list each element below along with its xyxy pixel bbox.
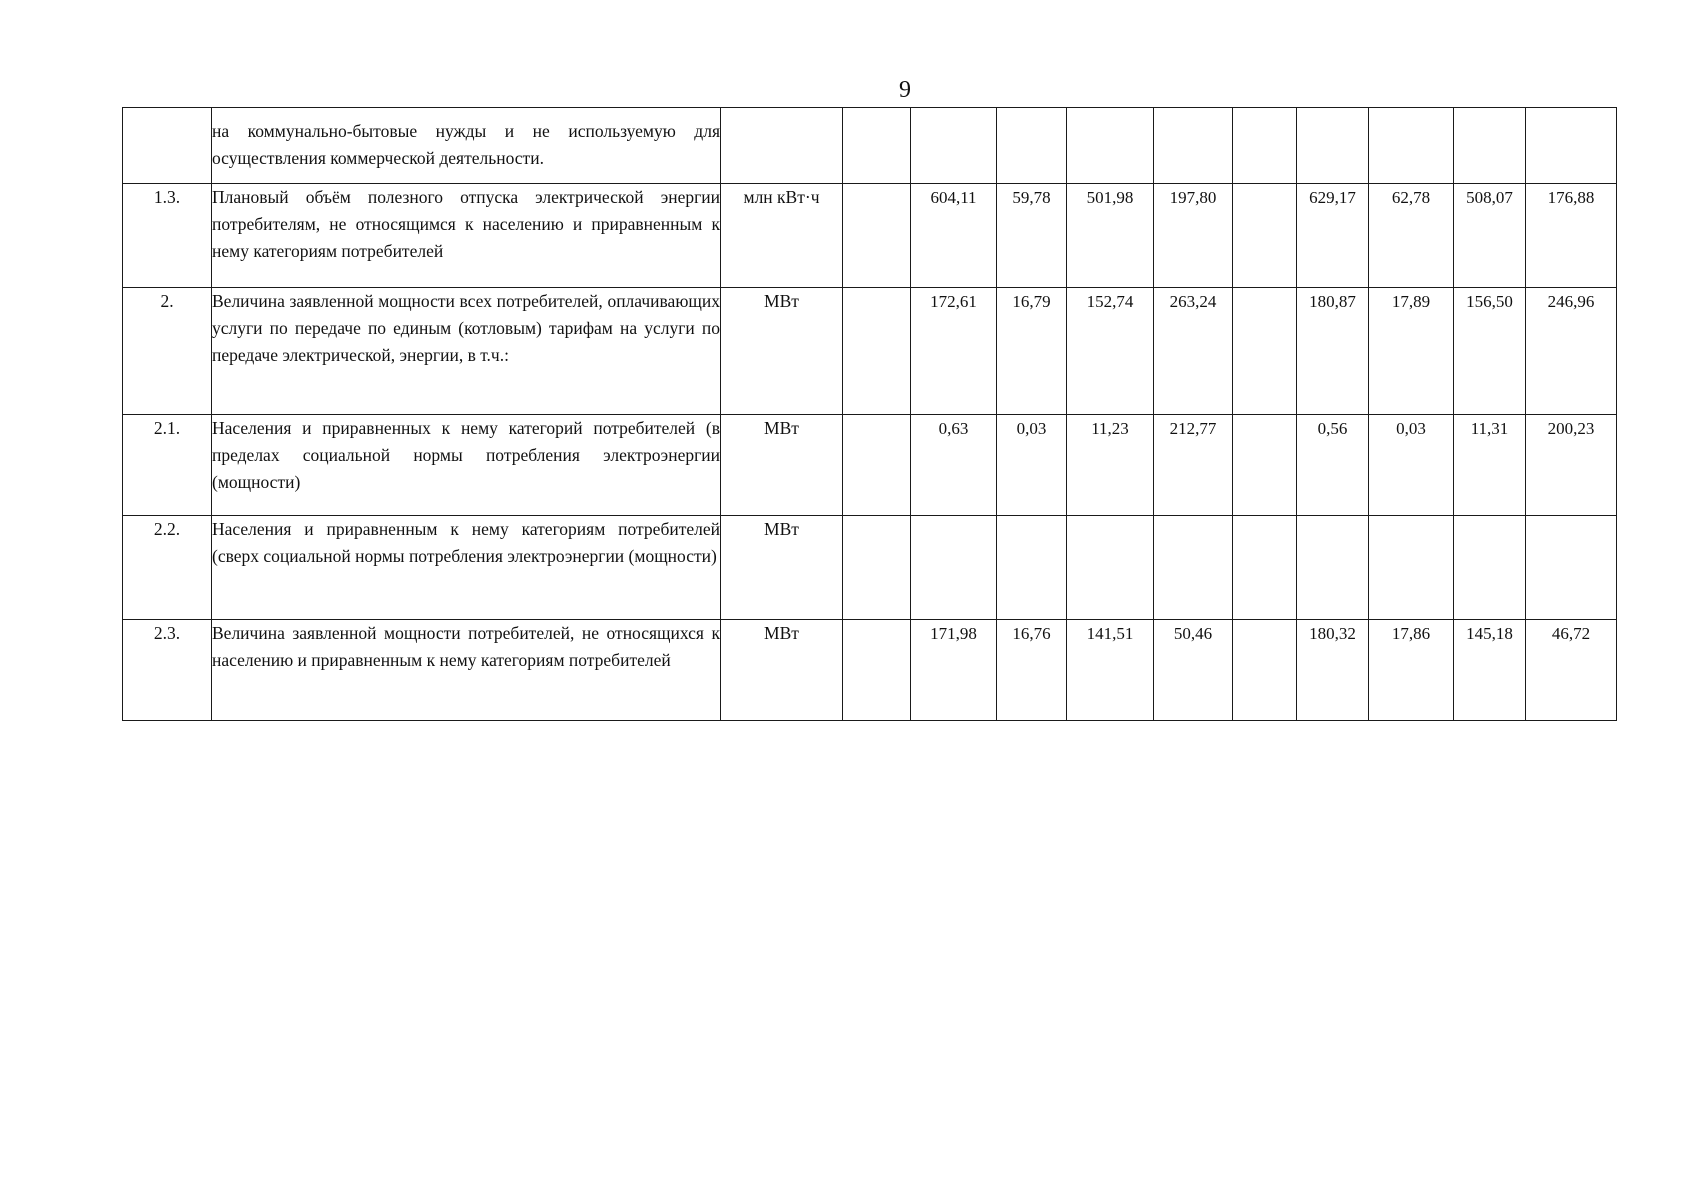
value-cell: 197,80 xyxy=(1154,184,1233,288)
value-cell: 172,61 xyxy=(911,288,997,415)
table-row xyxy=(123,620,1617,721)
value-cell xyxy=(843,184,911,288)
row-number: 1.3. xyxy=(123,184,212,288)
table-row xyxy=(123,108,1617,184)
value-cell: 604,11 xyxy=(911,184,997,288)
value-cell: 263,24 xyxy=(1154,288,1233,415)
value-cell: 171,98 xyxy=(911,620,997,721)
value-cell xyxy=(1067,516,1154,620)
value-cell xyxy=(843,516,911,620)
table-row xyxy=(123,288,1617,415)
value-cell xyxy=(1154,108,1233,184)
value-cell xyxy=(1526,516,1617,620)
value-cell: 156,50 xyxy=(1454,288,1526,415)
row-unit: МВт xyxy=(721,620,843,721)
value-cell: 501,98 xyxy=(1067,184,1154,288)
value-cell xyxy=(843,288,911,415)
value-cell: 17,86 xyxy=(1369,620,1454,721)
value-cell: 11,31 xyxy=(1454,415,1526,516)
value-cell xyxy=(1297,108,1369,184)
value-cell xyxy=(911,108,997,184)
value-cell xyxy=(843,108,911,184)
row-number xyxy=(123,108,212,184)
row-description: Величина заявленной мощности всех потребителей, оплачивающих услуги по передаче по единым (котловым) тарифам на услуги по передаче электрической, энергии, в т.ч.: xyxy=(212,288,721,415)
value-cell: 145,18 xyxy=(1454,620,1526,721)
row-unit: млн кВт·ч xyxy=(721,184,843,288)
value-cell xyxy=(997,516,1067,620)
value-cell: 212,77 xyxy=(1154,415,1233,516)
value-cell: 0,03 xyxy=(1369,415,1454,516)
value-cell: 16,76 xyxy=(997,620,1067,721)
value-cell xyxy=(911,516,997,620)
value-cell xyxy=(1233,288,1297,415)
value-cell: 180,87 xyxy=(1297,288,1369,415)
page-number: 9 xyxy=(899,77,911,103)
value-cell xyxy=(1154,516,1233,620)
value-cell: 508,07 xyxy=(1454,184,1526,288)
tariff-table xyxy=(122,107,1617,721)
row-description: Плановый объём полезного отпуска электрической энергии потребителям, не относящимся к населению и приравненным к нему категориям потребителей xyxy=(212,184,721,288)
value-cell xyxy=(843,415,911,516)
value-cell xyxy=(1526,108,1617,184)
value-cell: 152,74 xyxy=(1067,288,1154,415)
value-cell: 62,78 xyxy=(1369,184,1454,288)
row-description: Населения и приравненных к нему категорий потребителей (в пределах социальной нормы потребления электроэнергии (мощности) xyxy=(212,415,721,516)
value-cell xyxy=(1067,108,1154,184)
row-unit: МВт xyxy=(721,288,843,415)
row-unit xyxy=(721,108,843,184)
value-cell: 59,78 xyxy=(997,184,1067,288)
value-cell xyxy=(1297,516,1369,620)
value-cell xyxy=(1233,108,1297,184)
value-cell xyxy=(1233,516,1297,620)
value-cell xyxy=(1454,516,1526,620)
value-cell xyxy=(1233,184,1297,288)
value-cell: 200,23 xyxy=(1526,415,1617,516)
value-cell: 246,96 xyxy=(1526,288,1617,415)
row-number: 2.1. xyxy=(123,415,212,516)
value-cell xyxy=(1233,620,1297,721)
value-cell: 16,79 xyxy=(997,288,1067,415)
table-row xyxy=(123,415,1617,516)
row-description: Величина заявленной мощности потребителей, не относящихся к населению и приравненным к нему категориям потребителей xyxy=(212,620,721,721)
table-row xyxy=(123,184,1617,288)
value-cell: 0,56 xyxy=(1297,415,1369,516)
value-cell: 176,88 xyxy=(1526,184,1617,288)
row-number: 2.2. xyxy=(123,516,212,620)
value-cell: 17,89 xyxy=(1369,288,1454,415)
row-description: на коммунально-бытовые нужды и не используемую для осуществления коммерческой деятельности. xyxy=(212,108,721,184)
row-unit: МВт xyxy=(721,516,843,620)
value-cell: 629,17 xyxy=(1297,184,1369,288)
table-row xyxy=(123,516,1617,620)
value-cell: 0,03 xyxy=(997,415,1067,516)
value-cell xyxy=(1369,516,1454,620)
row-number: 2. xyxy=(123,288,212,415)
value-cell: 50,46 xyxy=(1154,620,1233,721)
value-cell xyxy=(843,620,911,721)
value-cell: 141,51 xyxy=(1067,620,1154,721)
value-cell xyxy=(997,108,1067,184)
row-number: 2.3. xyxy=(123,620,212,721)
value-cell: 11,23 xyxy=(1067,415,1154,516)
value-cell: 180,32 xyxy=(1297,620,1369,721)
value-cell: 46,72 xyxy=(1526,620,1617,721)
value-cell: 0,63 xyxy=(911,415,997,516)
row-description: Населения и приравненным к нему категориям потребителей (сверх социальной нормы потребления электроэнергии (мощности) xyxy=(212,516,721,620)
value-cell xyxy=(1369,108,1454,184)
value-cell xyxy=(1233,415,1297,516)
value-cell xyxy=(1454,108,1526,184)
row-unit: МВт xyxy=(721,415,843,516)
